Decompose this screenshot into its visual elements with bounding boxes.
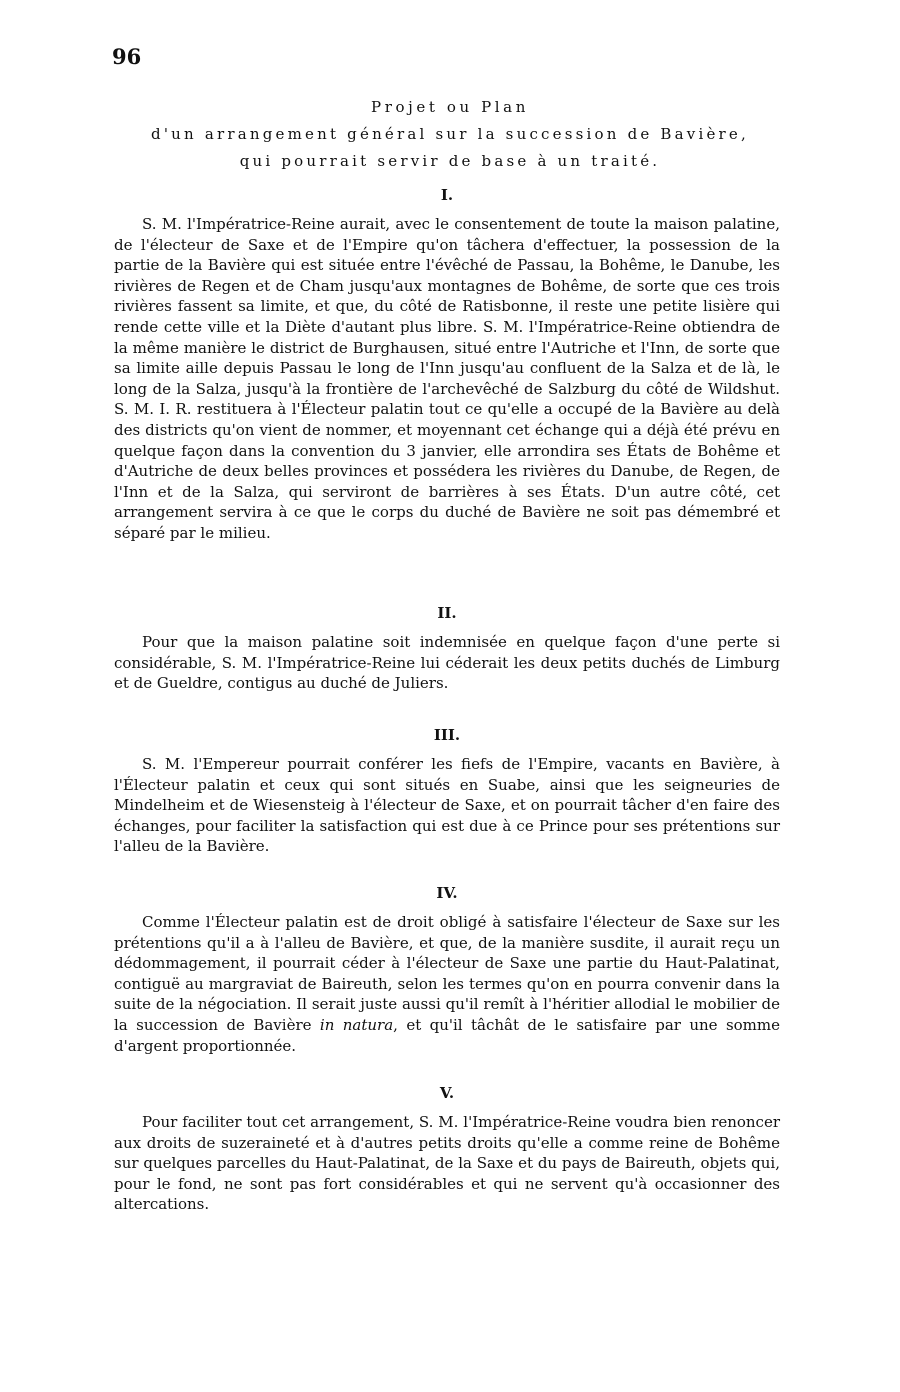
title-line-3: qui pourrait servir de base à un traité. <box>239 152 661 170</box>
article-section-5 <box>114 1084 780 1215</box>
title-line-1: Projet ou Plan <box>371 98 529 116</box>
paragraph-text: Comme l'Électeur palatin est de droit obligé à satisfaire l'électeur de Saxe sur les prétentions qu'il a à l'alleu de Bavière, et que, de la manière susdite, il aurait reçu un dédommagement, il pourrait céder à l'électeur de Saxe une partie du Haut-Palatinat, contiguë au margraviat de Baireuth, selon les termes qu'on en pourra convenir dans la suite de la négociation. Il serait juste aussi qu'il remît à l'héritier allodial le mobilier de la succession de Bavière <box>114 913 780 1034</box>
article-section-3 <box>114 726 780 857</box>
page-number: 96 <box>112 44 142 69</box>
article-section-4 <box>114 884 780 1056</box>
paragraph-text: , et qu'il tâchât de le satisfaire par une somme d'argent proportionnée. <box>114 1015 780 1055</box>
section-heading: I. <box>440 186 454 204</box>
section-paragraph: S. M. l'Empereur pourrait conférer les fiefs de l'Empire, vacants en Bavière, à l'Électeur palatin et ceux qui sont situés en Suabe, ainsi que les seigneuries de Mindelheim et de Wiesensteig à l'électeur de Saxe, et on pourrait tâcher d'en faire des échanges, pour faciliter la satisfaction qui est due à ce Prince pour ses prétentions sur l'alleu de la Bavière. <box>114 755 780 856</box>
section-heading: II. <box>437 604 457 622</box>
section-heading: III. <box>433 726 461 744</box>
section-paragraph: S. M. l'Impératrice-Reine aurait, avec le consentement de toute la maison palatine, de l'électeur de Saxe et de l'Empire qu'on tâchera d'effectuer, la possession de la partie de la Bavière qui est située entre l'évêché de Passau, la Bohême, le Danube, les rivières de Regen et de Cham jusqu'aux montagnes de Bohême, de sorte que ces trois rivières fassent sa limite, et que, du côté de Ratisbonne, il reste une petite lisière qui rende cette ville et la Diète d'autant plus libre. S. M. l'Impératrice-Reine obtiendra de la même manière le district de Burghausen, situé entre l'Autriche et l'Inn, de sorte que sa limite aille depuis Passau le long de l'Inn jusqu'au confluent de la Salza et de là, le long de la Salza, jusqu'à la frontière de l'archevêché de Salzburg du côté de Wildshut. S. M. I. R. restituera à l'Électeur palatin tout ce qu'elle a occupé de la Bavière au delà des districts qu'on vient de nommer, et moyennant cet échange qui a déjà été prévu en quelque façon dans la convention du 3 janvier, elle arrondira ses États de Bohême et d'Autriche de deux belles provinces et possédera les rivières du Danube, de Regen, de l'Inn et de la Salza, qui serviront de barrières à ses États. D'un autre côté, cet arrangement servira à ce que le corps du duché de Bavière ne soit pas démembré et séparé par le milieu. <box>114 215 780 542</box>
section-paragraph <box>114 912 780 1056</box>
document-title <box>112 94 788 175</box>
section-heading: V. <box>439 1084 455 1102</box>
section-heading: IV. <box>436 884 458 902</box>
section-paragraph: Pour faciliter tout cet arrangement, S. M. l'Impératrice-Reine voudra bien renoncer aux droits de suzeraineté et à d'autres petits droits qu'elle a comme reine de Bohême sur quelques parcelles du Haut-Palatinat, de la Saxe et du pays de Baireuth, objets qui, pour le fond, ne sont pas fort considérables et qui ne servent qu'à occasionner des altercations. <box>114 1113 780 1214</box>
section-paragraph: Pour que la maison palatine soit indemnisée en quelque façon d'une perte si considérable, S. M. l'Impératrice-Reine lui céderait les deux petits duchés de Limburg et de Gueldre, contigus au duché de Juliers. <box>114 633 780 693</box>
article-section-1 <box>114 186 780 544</box>
italic-phrase: in natura <box>319 1015 394 1034</box>
article-section-2 <box>114 604 780 694</box>
title-line-2: d'un arrangement général sur la succession de Bavière, <box>151 125 749 143</box>
